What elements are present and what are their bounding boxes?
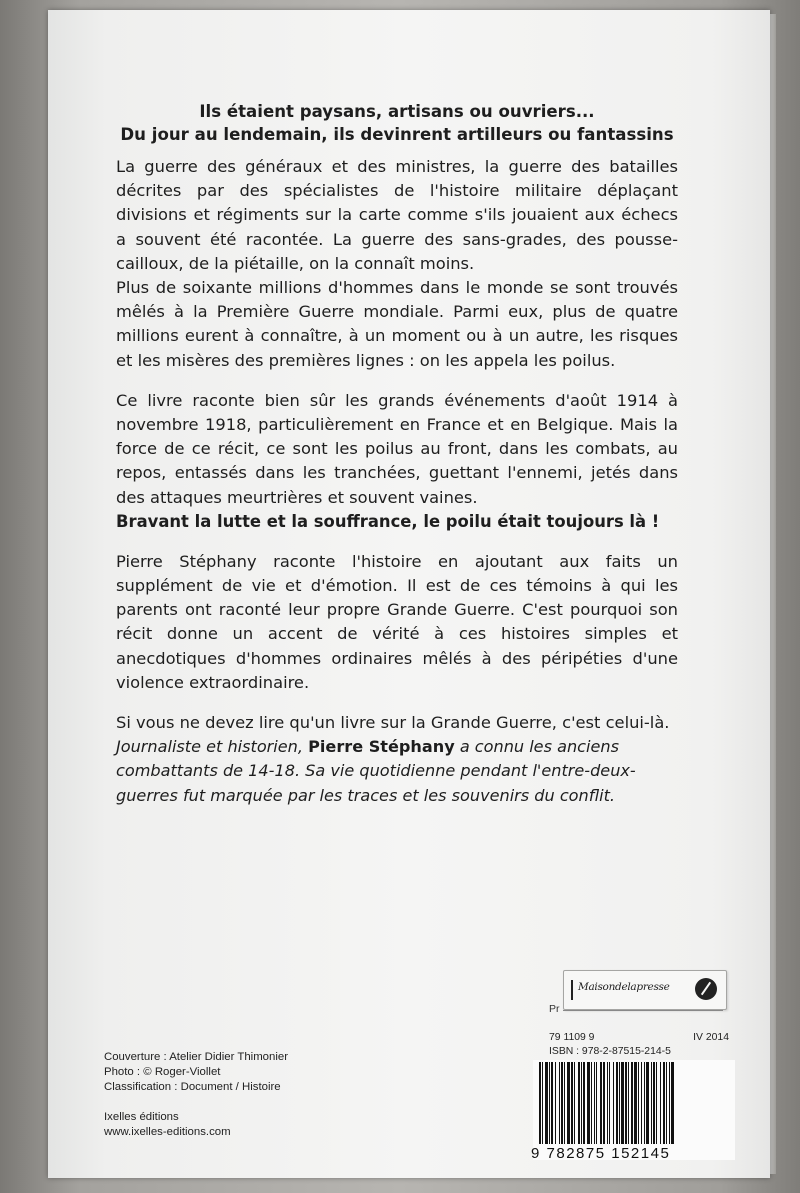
barcode-digits: 9 782875 152145: [531, 1145, 671, 1162]
publisher-website: www.ixelles-editions.com: [104, 1126, 231, 1138]
author-bio-intro: Journaliste et historien,: [116, 737, 309, 757]
isbn: ISBN : 978-2-87515-214-5: [549, 1046, 671, 1057]
author-name: Pierre Stéphany: [308, 737, 455, 757]
ref-number: 79 1109 9: [549, 1032, 595, 1043]
reference-codes: [549, 1031, 729, 1059]
credit-photo: Photo : © Roger-Viollet: [104, 1066, 221, 1078]
credit-cover: Couverture : Atelier Didier Thimonier: [104, 1051, 289, 1063]
quill-logo-icon: [695, 978, 717, 1000]
sticker-price-label: Pr: [549, 1003, 560, 1015]
publisher-name: Ixelles éditions: [104, 1111, 179, 1123]
paragraph-2: Plus de soixante millions d'hommes dans le monde se sont trouvés mêlés à la Première Guerre mondiale. Parmi eux, plus de quatre millions eurent à connaître, à un moment ou à un autre, les risques et les misères des premières lignes : on les appela les poilus.: [116, 278, 678, 370]
price-sticker: [563, 970, 727, 1010]
paragraph-5: Si vous ne devez lire qu'un livre sur la Grande Guerre, c'est celui-là.: [116, 713, 670, 733]
sticker-store-name: Maisondelapresse: [578, 981, 670, 993]
headline-line-1: Ils étaient paysans, artisans ou ouvriers...: [199, 102, 595, 121]
back-cover-text: [116, 100, 678, 808]
publisher-info: [104, 1110, 231, 1140]
paragraph-1: La guerre des généraux et des ministres, la guerre des batailles décrites par des spécialistes de l'histoire militaire déplaçant divisions et régiments sur la carte comme s'ils jouaient aux échecs a souvent été racontée. La guerre des sans-grades, des pousse-cailloux, de la piétaille, on la connaît moins.: [116, 157, 678, 273]
author-bio: [116, 735, 678, 808]
book-spine-edge: [770, 14, 776, 1174]
headline-line-2: Du jour au lendemain, ils devinrent artilleurs ou fantassins: [120, 125, 674, 144]
sticker-underline: [563, 1010, 723, 1011]
subheading: Bravant la lutte et la souffrance, le poilu était toujours là !: [116, 511, 660, 531]
paragraph-3: Ce livre raconte bien sûr les grands événements d'août 1914 à novembre 1918, particulièrement en France et en Belgique. Mais la force de ce récit, ce sont les poilus au front, dans les combats, au repos, entassés dans les tranchées, guettant l'ennemi, jetés dans des attaques meurtrières et souvent vaines.: [116, 390, 678, 507]
sticker-bar: [571, 980, 573, 1000]
paragraph-4: Pierre Stéphany raconte l'histoire en ajoutant aux faits un supplément de vie et d'émotion. Il est de ces témoins à qui les parents ont raconté leur propre Grande Guerre. C'est pourquoi son récit donne un accent de vérité à ces histoires simples et anecdotiques d'hommes ordinaires mêlés à des péripéties d'une violence extraordinaire.: [116, 551, 678, 692]
credit-classification: Classification : Document / Histoire: [104, 1081, 281, 1093]
cover-credits: [104, 1050, 288, 1095]
print-date: IV 2014: [693, 1032, 729, 1043]
author-bio-rest: a connu les anciens combattants de 14-18. Sa vie quotidienne pendant l'entre-deux-guerres fut marquée par les traces et les souvenirs du conflit.: [116, 737, 636, 805]
